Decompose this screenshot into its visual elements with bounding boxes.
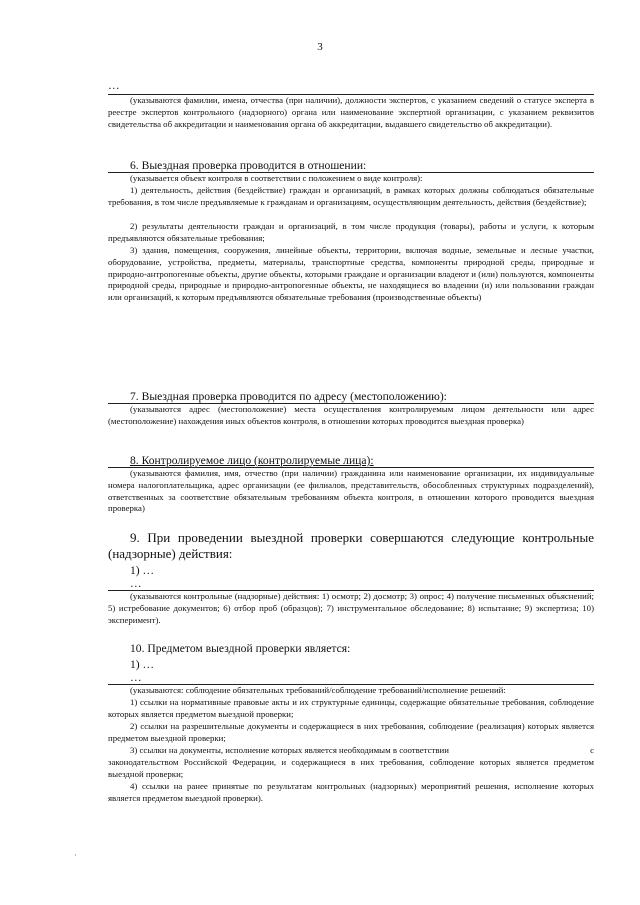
section10-ellipsis: …	[130, 671, 142, 684]
section8-note: (указываются фамилия, имя, отчество (при наличии) гражданина или наименование организации, их индивидуальные номера налогоплательщика, адрес организации (ее филиалов, представительств, обособленных структурных подразделений), ответственных за соответствие обязательным требованиям объекта контроля, в отношении которого проводится выездная проверка)	[108, 468, 594, 514]
scan-artifact-dot: ·	[74, 850, 77, 860]
section9-note: (указываются контрольные (надзорные) действия: 1) осмотр; 2) досмотр; 3) опрос; 4) получение письменных объяснений; 5) истребование документов; 6) отбор проб (образцов); 7) инструментальное обследование; 8) испытание; 9) экспертиза; 10) эксперимент).	[108, 591, 594, 625]
section6-item-1: 1) деятельность, действия (бездействие) граждан и организаций, в рамках которых должны соблюдаться обязательные требования, в том числе предъявляемые к гражданам и организациям, осуществляющим деятельность, действия (бездействие);	[108, 185, 594, 207]
section6-note-intro: (указывается объект контроля в соответствии с положением о виде контроля):	[130, 173, 423, 183]
section9-item-1: 1) …	[130, 564, 155, 577]
section7-note: (указываются адрес (местоположение) места осуществления контролируемым лицом деятельности или адрес (местоположение) нахождения иных объектов контроля, в отношении которых проводится выездная проверка)	[108, 404, 594, 426]
section10-item-d: 4) ссылки на ранее принятые по результатам контрольных (надзорных) мероприятий решения, исполнение которых является предметом выездной проверки).	[108, 781, 594, 803]
section6-title: 6. Выездная проверка проводится в отношении:	[130, 159, 367, 172]
section8-title: 8. Контролируемое лицо (контролируемые лица):	[130, 454, 374, 467]
section10-item-c-end: законодательством Российской Федерации, и содержащиеся в них требования, соблюдение которых является предметом выездной проверки;	[108, 756, 594, 779]
section10-item-c-start: 3) ссылки на документы, исполнение которых является необходимым в соответствии	[130, 745, 449, 755]
section5-ellipsis: …	[108, 79, 120, 92]
section10-item-a: 1) ссылки на нормативные правовые акты и их структурные единицы, содержащие обязательные требования, соблюдение которых является предметом выездной проверки;	[108, 697, 594, 719]
section7-title: 7. Выездная проверка проводится по адресу (местоположению):	[130, 390, 447, 403]
section10-item-c-c: с	[590, 745, 594, 755]
section10-note-intro: (указываются: соблюдение обязательных требований/соблюдение требований/исполнение решений:	[130, 685, 506, 695]
section6-item-3: 3) здания, помещения, сооружения, линейные объекты, территории, включая водные, земельные и лесные участки, оборудование, устройства, предметы, материалы, транспортные средства, компоненты природной среды, природные и природно-антропогенные объекты, другие объекты, которыми граждане и организации владеют и (или) пользуются, компоненты природной среды, природные и природно-антропогенные объекты, не находящиеся во владении (и) или пользовании граждан или организаций, к которым предъявляются обязательные требования (производственные объекты)	[108, 245, 594, 303]
section10-item-c	[108, 745, 594, 780]
section9-ellipsis: …	[130, 577, 142, 590]
section9-title: 9. При проведении выездной проверки совершаются следующие контрольные (надзорные) действия:	[108, 530, 594, 561]
section6-item-2: 2) результаты деятельности граждан и организаций, в том числе продукция (товары), работы и услуги, к которым предъявляются обязательные требования;	[108, 221, 594, 243]
section5-note: (указываются фамилии, имена, отчества (при наличии), должности экспертов, с указанием сведений о статусе эксперта в реестре экспертов контрольного (надзорного) органа или наименование экспертной организации, с указанием реквизитов свидетельства об аккредитации и наименования органа об аккредитации, выдавшего свидетельство об аккредитации).	[108, 95, 594, 129]
section10-title: 10. Предметом выездной проверки является:	[130, 642, 351, 655]
page-number: 3	[317, 41, 323, 53]
section10-item-b: 2) ссылки на разрешительные документы и содержащиеся в них требования, соблюдение (реализация) которых является предметом выездной проверки;	[108, 721, 594, 743]
section10-item-1: 1) …	[130, 658, 155, 671]
